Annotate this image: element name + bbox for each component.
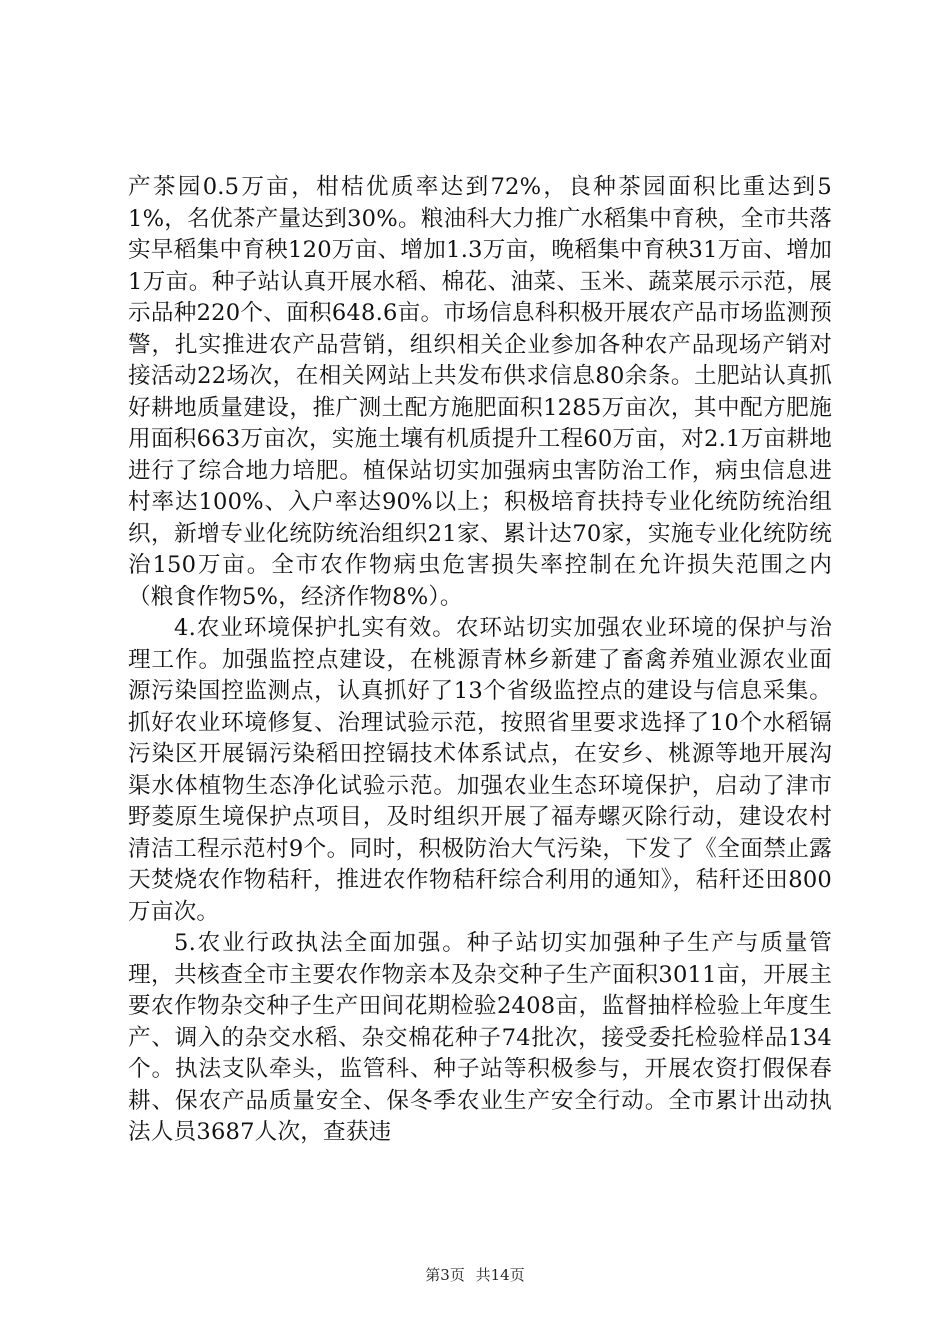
page-total: 共14页	[475, 1266, 525, 1284]
paragraph-law-enforcement: 5.农业行政执法全面加强。种子站切实加强种子生产与质量管理，共核查全市主要农作物亲本及杂交种子生产面积3011亩，开展主要农作物杂交种子生产田间花期检验2408亩，监督抽样检验上年度生产、调入的杂交水稻、杂交棉花种子74批次，接受委托检验样品134个。执法支队牵头，监管科、种子站等积极参与，开展农资打假保春耕、保农产品质量安全、保冬季农业生产安全行动。全市累计出动执法人员3687人次，查获违	[128, 930, 832, 1145]
paragraph-continuation: 产茶园0.5万亩，柑桔优质率达到72%，良种茶园面积比重达到51%，名优茶产量达到30%。粮油科大力推广水稻集中育秧，全市共落实早稻集中育秧120万亩、增加1.3万亩，晚稻集中育秧31万亩、增加1万亩。种子站认真开展水稻、棉花、油菜、玉米、蔬菜展示示范，展示品种220个、面积648.6亩。市场信息科积极开展农产品市场监测预警，扎实推进农产品营销，组织相关企业参加各种农产品现场产销对接活动22场次，在相关网站上共发布供求信息80余条。土肥站认真抓好耕地质量建设，推广测土配方施肥面积1285万亩次，其中配方肥施用面积663万亩次，实施土壤有机质提升工程60万亩，对2.1万亩耕地进行了综合地力培肥。植保站切实加强病虫害防治工作，病虫信息进村率达100%、入户率达90%以上；积极培育扶持专业化统防统治组织，新增专业化统防统治组织21家、累计达70家，实施专业化统防统治150万亩。全市农作物病虫危害损失率控制在允许损失范围之内（粮食作物5%，经济作物8%）。	[128, 174, 832, 610]
paragraph-environment-protection: 4.农业环境保护扎实有效。农环站切实加强农业环境的保护与治理工作。加强监控点建设，在桃源青林乡新建了畜禽养殖业源农业面源污染国控监测点，认真抓好了13个省级监控点的建设与信息采集。抓好农业环境修复、治理试验示范，按照省里要求选择了10个水稻镉污染区开展镉污染稻田控镉技术体系试点，在安乡、桃源等地开展沟渠水体植物生态净化试验示范。加强农业生态环境保护，启动了津市野菱原生境保护点项目，及时组织开展了福寿螺灭除行动，建设农村清洁工程示范村9个。同时，积极防治大气污染，下发了《全面禁止露天焚烧农作物秸秆，推进农作物秸秆综合利用的通知》，秸秆还田800万亩次。	[128, 615, 832, 925]
page-number: 第3页	[425, 1266, 465, 1284]
page-footer	[0, 1264, 950, 1285]
document-body	[128, 172, 832, 1149]
